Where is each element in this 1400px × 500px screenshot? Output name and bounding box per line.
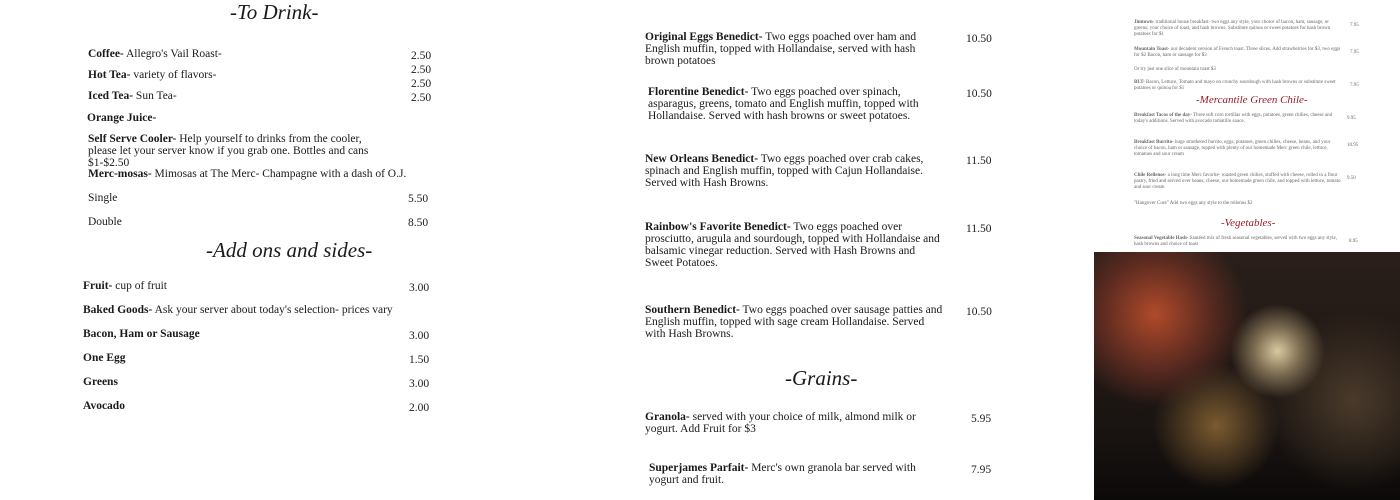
item-description: variety of flavors- [130, 69, 217, 81]
item-name: Superjames Parfait- [649, 462, 749, 474]
item-price: 3.00 [409, 378, 430, 390]
drinks-heading: -To Drink- [230, 0, 319, 24]
item-description: Single [88, 192, 118, 204]
item-price: 10.50 [966, 33, 992, 45]
item-name: Breakfast Tacos of the day- [1134, 113, 1192, 118]
menu-item [1134, 20, 1344, 38]
item-name: Granola- [645, 411, 690, 423]
menu-item [87, 112, 387, 124]
item-price: 1.50 [409, 354, 430, 366]
menu-item [648, 86, 948, 122]
item-description: Ask your server about today's selection- prices vary [152, 304, 393, 316]
item-name: Rainbow's Favorite Benedict- [645, 221, 791, 233]
item-price: 7.95 [1350, 50, 1359, 55]
menu-item [645, 153, 945, 189]
item-price: 7.95 [1350, 83, 1359, 88]
menu-item [83, 400, 413, 412]
grains-heading: -Grains- [785, 366, 858, 390]
item-price: 8.50 [408, 217, 429, 229]
item-price: 9.50 [1347, 176, 1356, 181]
item-price: 2.50 [411, 64, 432, 76]
item-price: 10.50 [966, 306, 992, 318]
item-description: Or try just one slice of mountain toast $3 [1134, 67, 1216, 72]
menu-item [88, 90, 388, 102]
item-description: Sun Tea- [133, 90, 177, 102]
item-description: cup of fruit [112, 280, 167, 292]
section-heading: -Mercantile Green Chile- [1196, 94, 1308, 106]
item-name: Breakfast Burrito- [1134, 140, 1174, 145]
menu-item [88, 216, 388, 228]
item-price: 10.50 [966, 88, 992, 100]
item-name: Coffee- [88, 48, 124, 60]
menu-item [1134, 113, 1344, 125]
item-description: Two eggs poached over crab cakes, spinach and English muffin, topped with Cajun Hollandaise. Served with Hash Browns. [645, 153, 924, 189]
item-name: Original Eggs Benedict- [645, 31, 763, 43]
item-description: Two eggs poached over sausage patties and English muffin, topped with sage cream Hollandaise. Served with Hash Browns. [645, 304, 943, 340]
menu-item [83, 304, 413, 316]
section-heading: -Vegetables- [1221, 217, 1276, 229]
item-description: Double [88, 216, 122, 228]
item-description: Merc's own granola bar served with yogurt and fruit. [649, 462, 916, 486]
item-description: "Hangover Cure" Add two eggs any style to the rellenos $2 [1134, 201, 1253, 206]
menu-item [83, 352, 413, 364]
item-price: 3.00 [409, 282, 430, 294]
item-name: Self Serve Cooler- [88, 133, 177, 145]
item-description: Two eggs poached over prosciutto, arugula and sourdough, topped with Hollandaise and balsamic vinegar reduction. Served with Hash Browns and Sweet Potatoes. [645, 221, 940, 269]
item-name: Fruit- [83, 280, 113, 292]
item-description: Help yourself to drinks from the cooler, please let your server know if you grab one. Bottles and cans $1-$2.50 [88, 133, 369, 169]
item-price: 7.95 [971, 464, 992, 476]
item-price: 5.50 [408, 193, 429, 205]
item-price: 11.50 [966, 155, 992, 167]
item-name: Southern Benedict- [645, 304, 740, 316]
item-name: Bacon, Ham or Sausage [83, 328, 200, 340]
addons-heading: -Add ons and sides- [206, 238, 373, 262]
item-description: a long time Merc favorite- roasted green chilies, stuffed with cheese, rolled in a flour pastry, fried and served over beans, cheese, our homemade green chile, and topped with lettuce, tomato and sour cream [1134, 173, 1341, 190]
item-price: 10.95 [1347, 143, 1359, 148]
menu-item [83, 280, 413, 292]
item-price: 3.00 [409, 330, 430, 342]
musicians-photo [1094, 252, 1400, 500]
menu-item [645, 31, 945, 67]
item-price: 2.50 [411, 50, 432, 62]
item-name: Baked Goods- [83, 304, 153, 316]
item-name: Greens [83, 376, 118, 388]
item-name: Iced Tea- [88, 90, 134, 102]
menu-item [1134, 47, 1344, 59]
item-price: 7.95 [1350, 23, 1359, 28]
menu-item [88, 69, 388, 81]
item-description: our decadent version of French toast. Three slices. Add strawberries for $3, two eggs for $2 Bacon, ham or sausage for $3 [1134, 47, 1341, 58]
item-name: Mountain Toast- [1134, 47, 1170, 52]
item-name: Orange Juice- [87, 112, 157, 124]
item-description: traditional house breakfast- two eggs any style, your choice of bacon, ham, sausage, or greens; your choice of toast, and hash browns. Substitute quinoa or sweet potatoes for hash brown potatoes for $1 [1134, 20, 1331, 37]
item-name: One Egg [83, 352, 126, 364]
menu-item [1134, 80, 1344, 92]
item-price: 9.95 [1347, 116, 1356, 121]
item-description: Two eggs poached over spinach, asparagus, greens, tomato and English muffin, topped with Hollandaise. Served with hash browns or sweet potatoes. [648, 86, 919, 122]
item-price: 8.95 [1349, 239, 1358, 244]
menu-item [1134, 236, 1344, 248]
item-name: Seasonal Vegetable Hash- [1134, 236, 1189, 241]
item-price: 2.00 [409, 402, 430, 414]
menu-item [1134, 201, 1344, 207]
item-description: served with your choice of milk, almond milk or yogurt. Add Fruit for $3 [645, 411, 916, 435]
item-price: 11.50 [966, 223, 992, 235]
menu-item [1134, 67, 1344, 73]
menu-item [83, 376, 413, 388]
menu-item [88, 168, 428, 180]
item-name: New Orleans Benedict- [645, 153, 759, 165]
menu-item [88, 48, 388, 60]
item-price: 2.50 [411, 92, 432, 104]
menu-item [83, 328, 413, 340]
item-description: Bacon, Lettuce, Tomato and mayo on crunchy sourdough with hash browns or substitute sweet potatoes or quinoa for $1 [1134, 80, 1336, 91]
item-description: Allegro's Vail Roast- [123, 48, 222, 60]
item-name: Hot Tea- [88, 69, 131, 81]
item-description: Mimosas at The Merc- Champagne with a dash of O.J. [151, 168, 407, 180]
item-name: Jimtown- [1134, 20, 1155, 25]
item-price: 5.95 [971, 413, 992, 425]
menu-item [88, 192, 388, 204]
item-name: Florentine Benedict- [648, 86, 749, 98]
menu-item [645, 221, 945, 269]
item-name: Avocado [83, 400, 125, 412]
menu-item [1134, 173, 1344, 191]
item-name: BLT- [1134, 80, 1145, 85]
item-price: 2.50 [411, 78, 432, 90]
item-name: Merc-mosas- [88, 168, 152, 180]
item-name: Chile Rellenos- [1134, 173, 1167, 178]
menu-item [1134, 140, 1344, 158]
menu-item [645, 304, 945, 340]
menu-item [649, 462, 944, 486]
item-description: Two eggs poached over ham and English muffin, topped with Hollandaise, served with hash brown potatoes [645, 31, 917, 67]
item-description: Three soft corn tortillas with eggs, potatoes, green chilies, cheese and today's additions. Served with avocado tomatillo sauce. [1134, 113, 1333, 124]
menu-item [88, 133, 388, 169]
item-description: huge smothered burrito, eggs, potatoes, green chilies, cheese, beans, and your choice of bacon, ham or sausage, topped with plenty of our homemade Merc green chile, lettuce, tomatoes and sour cream [1134, 140, 1331, 157]
menu-item [645, 411, 940, 435]
item-description: Sautéed mix of fresh seasonal vegetables, served with two eggs any style, hash browns and choice of toast [1134, 236, 1338, 247]
